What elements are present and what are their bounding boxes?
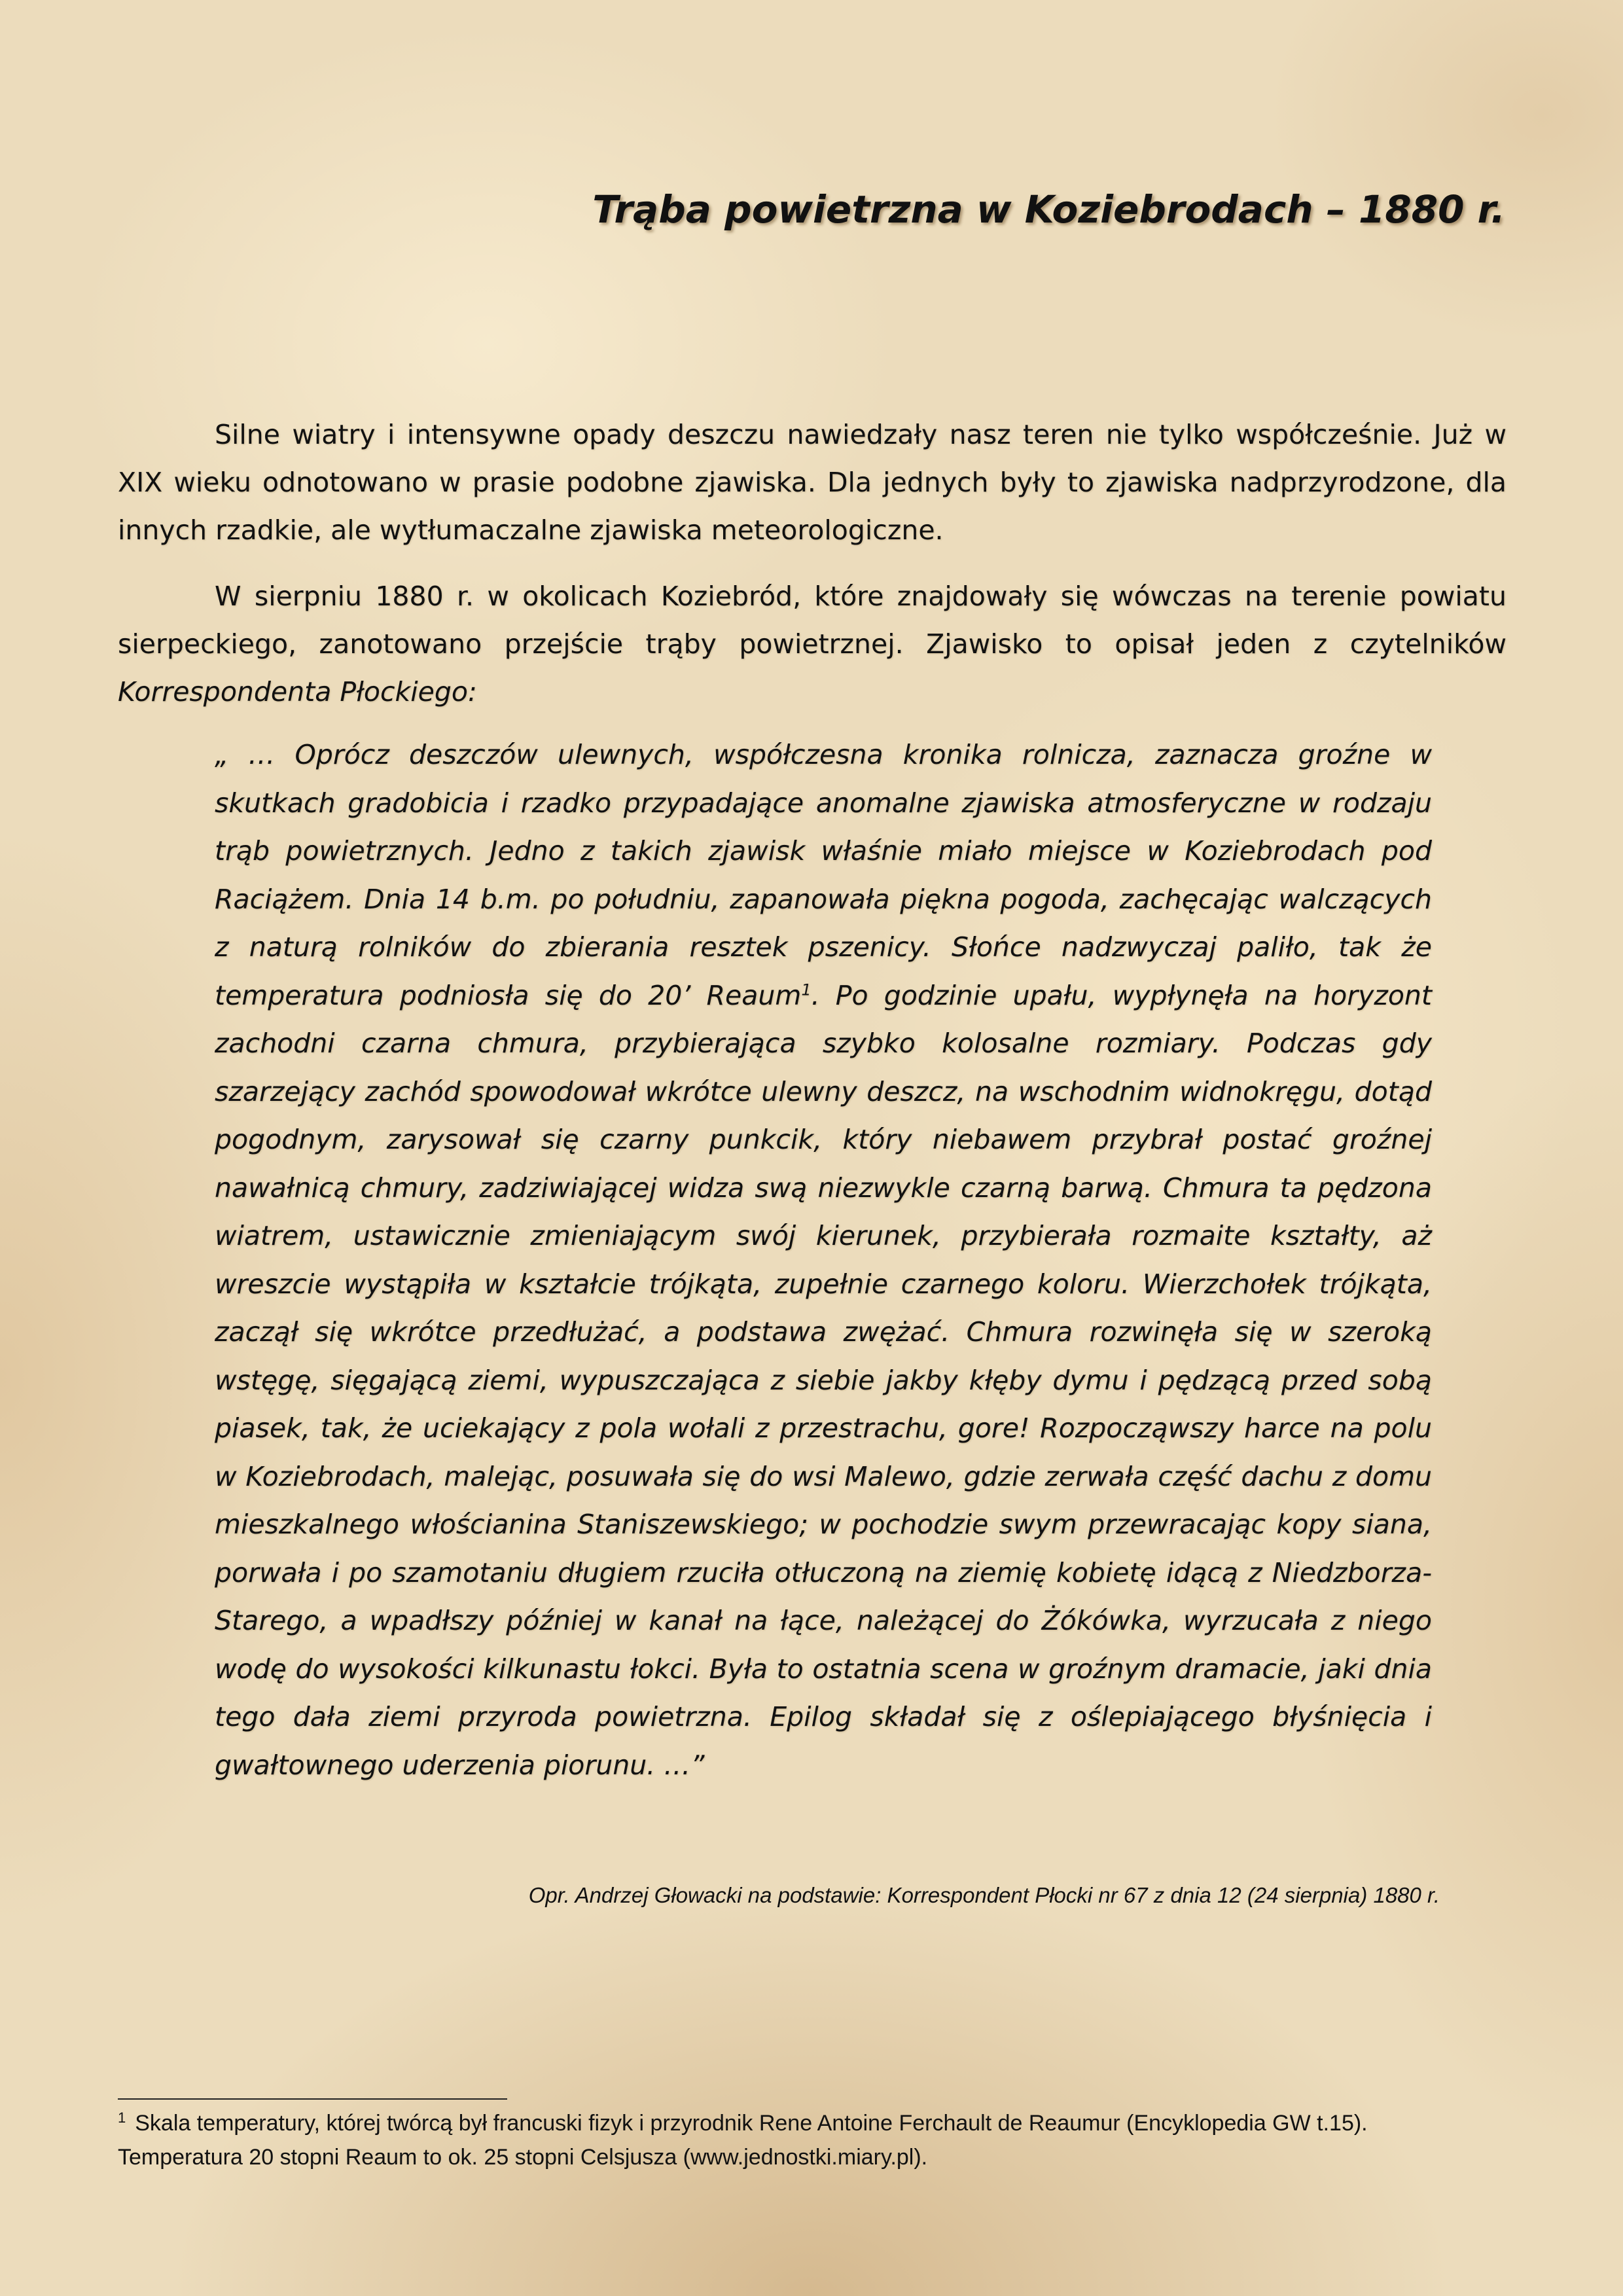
footnote [118,2106,1479,2174]
quote-part-1: „ … Oprócz deszczów ulewnych, współczesna kronika rolnicza, zaznacza groźne w skutkach gradobicia i rzadko przypadające anomalne zjawiska atmosferyczne w rodzaju trąb powietrznych. Jedno z takich zjawisk właśnie miało miejsce w Koziebrodach pod Raciążem. Dnia 14 b.m. po południu, zapanowała piękna pogoda, zachęcając walczących z naturą rolników do zbierania resztek pszenicy. Słońce nadzwyczaj paliło, tak że temperatura podniosła się do 20’ Reaum [215,739,1432,1011]
footnote-divider [118,2098,507,2100]
intro-paragraph-1: Silne wiatry i intensywne opady deszczu nawiedzały nasz teren nie tylko współcześnie. Już w XIX wieku odnotowano w prasie podobne zjawiska. Dla jednych były to zjawiska nadprzyrodzone, dla innych rzadkie, ale wytłumaczalne zjawiska meteorologiczne. [118,419,1507,546]
page-title: Trąba powietrzna w Koziebrodach – 1880 r. [592,187,1505,232]
footnote-number: 1 [118,2109,126,2126]
footnote-reference: 1 [801,980,812,999]
quoted-article [215,731,1432,1789]
quote-part-2: . Po godzinie upału, wypłynęła na horyzont zachodni czarna chmura, przybierająca szybko kolosalne rozmiary. Podczas gdy szarzejący zachód spowodował wkrótce ulewny deszcz, na wschodnim widnokręgu, dotąd pogodnym, zarysował się czarny punkcik, który niebawem przybrał postać groźnej nawałnicą chmury, zadziwiającej widza swą niezwykle czarną barwą. Chmura ta pędzona wiatrem, ustawicznie zmieniającym swój kierunek, przybierała rozmaite kształty, aż wreszcie wystąpiła w kształcie trójkąta, zupełnie czarnego koloru. Wierzchołek trójkąta, zaczął się wkrótce przedłużać, a podstawa zwężać. Chmura rozwinęła się w szeroką wstęgę, sięgającą ziemi, wypuszczająca z siebie jakby kłęby dymu i pędzącą przed sobą piasek, tak, że uciekający z pola wołali z przestrachu, gore! Rozpocząwszy harce na polu w Koziebrodach, malejąc, posuwała się do wsi Malewo, gdzie zerwała część dachu z domu mieszkalnego włościanina Staniszewskiego; w pochodzie swym przewracając kopy siana, porwała i po szamotaniu długiem rzuciła otłuczoną na ziemię kobietę idącą z Niedzborza-Starego, a wpadłszy później w kanał na łące, należącej do Żókówka, wyrzucała z niego wodę do wysokości kilkunastu łokci. Była to ostatnia scena w groźnym dramacie, jaki dnia tego dała ziemi przyroda powietrzna. Epilog składał się z oślepiającego błyśnięcia i gwałtownego uderzenia piorunu. …” [215,979,1432,1781]
intro-paragraph-2-text: W sierpniu 1880 r. w okolicach Koziebród, które znajdowały się wówczas na terenie powiatu sierpeckiego, zanotowano przejście trąby powietrznej. Zjawisko to opisał jeden z czytelników [118,581,1507,660]
intro-paragraph-2 [118,573,1507,716]
source-citation: Opr. Andrzej Głowacki na podstawie: Korrespondent Płocki nr 67 z dnia 12 (24 sierpnia) 1880 r. [528,1883,1440,1907]
footnote-text: Skala temperatury, której twórcą był francuski fizyk i przyrodnik Rene Antoine Ferchault de Reaumur (Encyklopedia GW t.15). Temperatura 20 stopni Reaum to ok. 25 stopni Celsjusza (www.jednostki.miary.pl). [118,2111,1368,2170]
newspaper-name: Korrespondenta Płockiego: [118,676,477,708]
intro-section [118,411,1507,716]
